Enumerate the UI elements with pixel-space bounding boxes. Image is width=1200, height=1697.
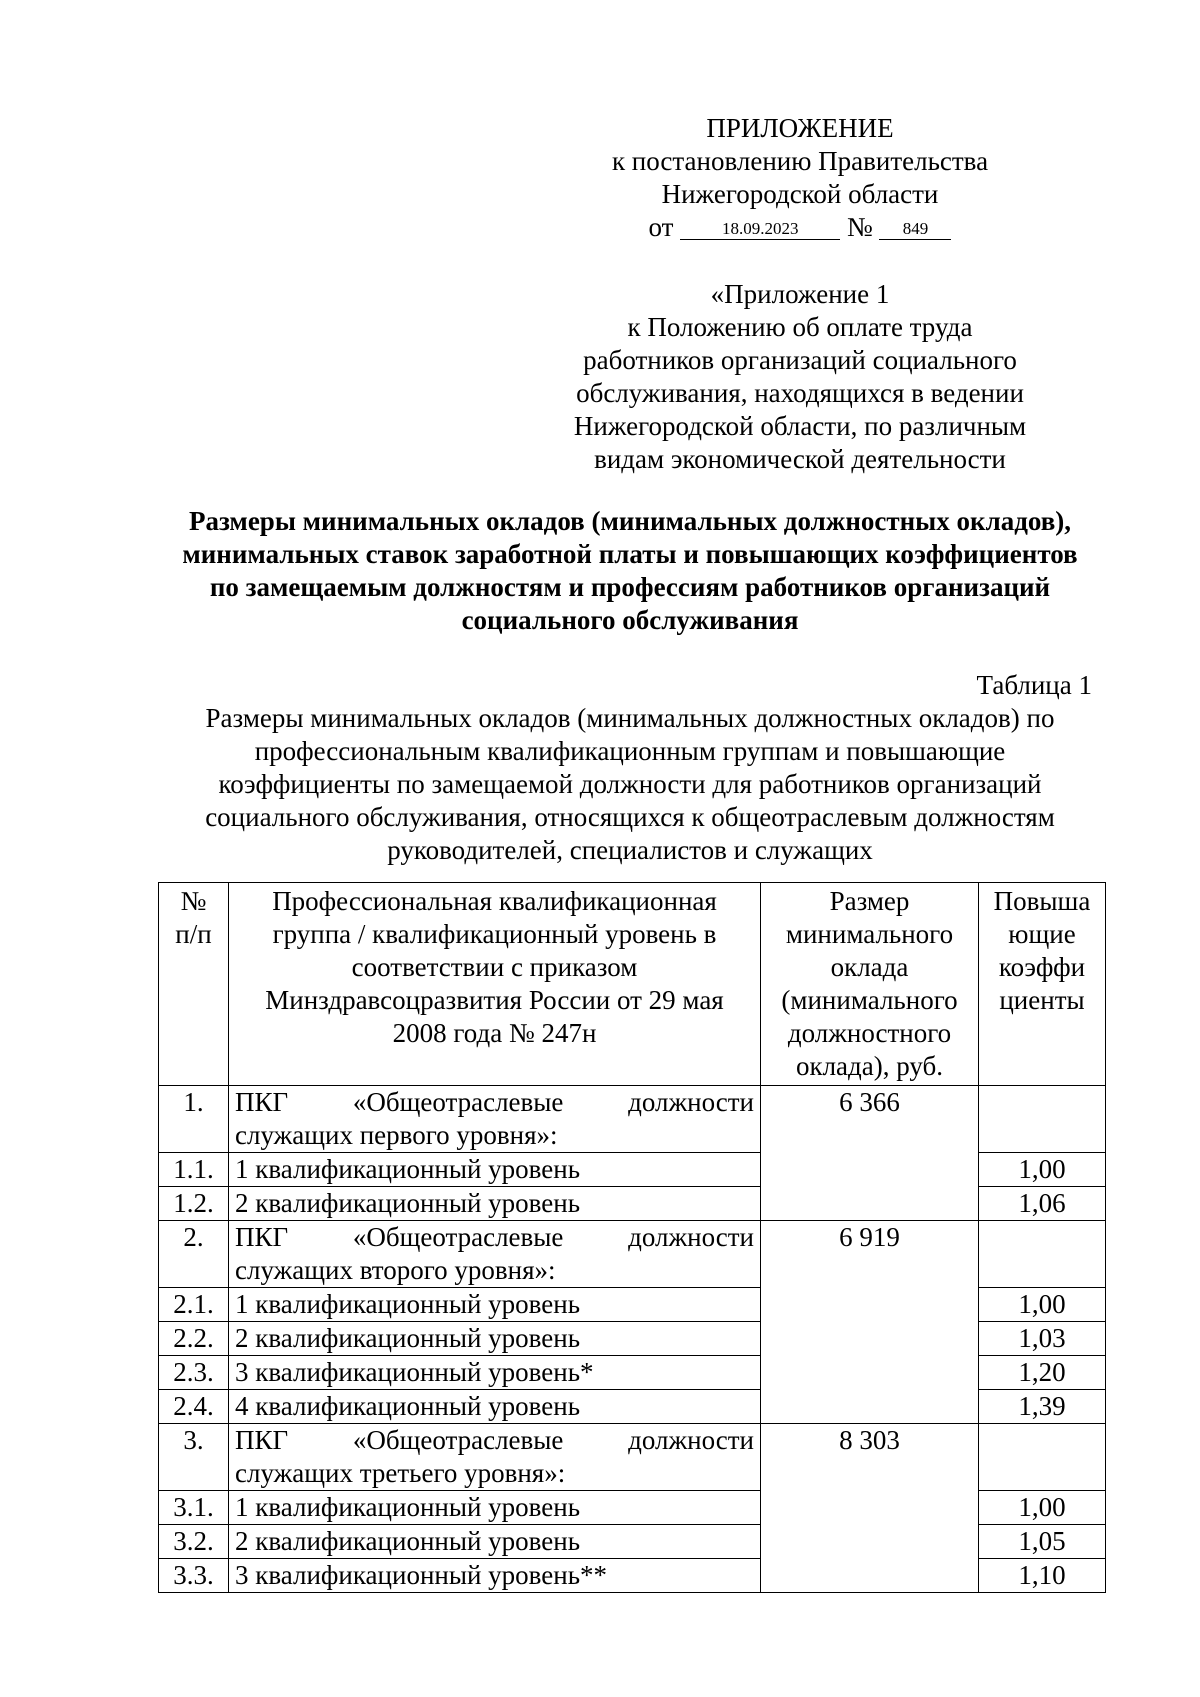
resolution-date: 18.09.2023: [680, 219, 840, 240]
level-num: 3.3.: [159, 1559, 229, 1593]
title-line: социального обслуживания: [461, 605, 799, 635]
sub-appendix-line: видам экономической деятельности: [594, 444, 1006, 474]
header-size-line: оклада), руб.: [795, 1051, 944, 1081]
table-label: Таблица 1: [976, 670, 1092, 700]
group-row: [159, 1424, 1106, 1491]
level-coef: 1,20: [979, 1356, 1106, 1390]
header-num-line: №: [180, 886, 207, 916]
group-name: [229, 1221, 761, 1288]
header-size-line: (минимального: [781, 985, 958, 1015]
level-name: 2 квалификационный уровень: [229, 1187, 761, 1221]
header-coef-line: коэффи: [998, 952, 1086, 982]
appendix-line-1: к постановлению Правительства: [611, 146, 989, 176]
header-num-line: п/п: [175, 919, 212, 949]
group-name-word: должности: [628, 1087, 754, 1117]
header-size-line: оклада: [830, 952, 909, 982]
appendix-title: ПРИЛОЖЕНИЕ: [706, 113, 894, 143]
header-group-line: группа / квалификационный уровень в: [272, 919, 717, 949]
group-name-word: «Общеотраслевые: [352, 1222, 564, 1252]
header-size-line: должностного: [787, 1018, 952, 1048]
header-num: [159, 883, 229, 1086]
group-name-word: должности: [628, 1425, 754, 1455]
header-size-line: минимального: [785, 919, 954, 949]
group-row: [159, 1221, 1106, 1288]
level-name: 1 квалификационный уровень: [229, 1491, 761, 1525]
group-name-word: «Общеотраслевые: [352, 1425, 564, 1455]
group-coef-empty: [979, 1086, 1106, 1153]
header-coef-line: ющие: [1008, 919, 1076, 949]
level-coef: 1,03: [979, 1322, 1106, 1356]
group-name-word: «Общеотраслевые: [352, 1087, 564, 1117]
title-line: минимальных ставок заработной платы и повышающих коэффициентов: [182, 539, 1078, 569]
caption-line: профессиональным квалификационным группам и повышающие: [254, 736, 1006, 766]
sub-appendix-line: обслуживания, находящихся в ведении: [576, 378, 1024, 408]
level-num: 2.3.: [159, 1356, 229, 1390]
caption-line: Размеры минимальных окладов (минимальных должностных окладов) по: [205, 703, 1055, 733]
level-name: 3 квалификационный уровень*: [229, 1356, 761, 1390]
group-name-line1: [235, 1086, 754, 1119]
caption-line: руководителей, специалистов и служащих: [387, 835, 873, 865]
level-coef: 1,05: [979, 1525, 1106, 1559]
group-coef-empty: [979, 1424, 1106, 1491]
document-title: [150, 505, 1110, 637]
header-coef-line: циенты: [999, 985, 1085, 1015]
group-size: 6 366: [761, 1086, 979, 1221]
level-num: 2.4.: [159, 1390, 229, 1424]
group-name-line2: служащих второго уровня»:: [235, 1255, 556, 1285]
level-name: 4 квалификационный уровень: [229, 1390, 761, 1424]
group-name-line1: [235, 1221, 754, 1254]
header-group-line: Профессиональная квалификационная: [272, 886, 717, 916]
level-coef: 1,06: [979, 1187, 1106, 1221]
level-num: 1.2.: [159, 1187, 229, 1221]
title-line: по замещаемым должностям и профессиям работников организаций: [209, 572, 1051, 602]
appendix-line-2: Нижегородской области: [661, 179, 939, 209]
group-name: [229, 1424, 761, 1491]
header-group-line: Минздравсоцразвития России от 29 мая: [265, 985, 724, 1015]
group-num: 1.: [159, 1086, 229, 1153]
group-name-word: ПКГ: [235, 1222, 289, 1252]
appendix-header: [560, 112, 1040, 244]
level-num: 3.1.: [159, 1491, 229, 1525]
group-name-word: ПКГ: [235, 1425, 289, 1455]
level-coef: 1,00: [979, 1153, 1106, 1187]
group-name-word: должности: [628, 1222, 754, 1252]
title-line: Размеры минимальных окладов (минимальных должностных окладов),: [188, 506, 1072, 536]
header-group-line: соответствии с приказом: [351, 952, 638, 982]
level-name: 1 квалификационный уровень: [229, 1153, 761, 1187]
level-coef: 1,00: [979, 1288, 1106, 1322]
level-name: 2 квалификационный уровень: [229, 1322, 761, 1356]
group-coef-empty: [979, 1221, 1106, 1288]
group-size: 8 303: [761, 1424, 979, 1593]
level-name: 2 квалификационный уровень: [229, 1525, 761, 1559]
level-coef: 1,39: [979, 1390, 1106, 1424]
resolution-number: 849: [879, 219, 951, 240]
header-size-line: Размер: [829, 886, 910, 916]
header-coef-line: Повыша: [993, 886, 1091, 916]
sub-appendix-line: работников организаций социального: [583, 345, 1017, 375]
group-size: 6 919: [761, 1221, 979, 1424]
group-name: [229, 1086, 761, 1153]
header-group: [229, 883, 761, 1086]
group-num: 3.: [159, 1424, 229, 1491]
group-name-line2: служащих первого уровня»:: [235, 1120, 558, 1150]
group-num: 2.: [159, 1221, 229, 1288]
sub-appendix-line: «Приложение 1: [710, 279, 890, 309]
group-name-line1: [235, 1424, 754, 1457]
from-label: от: [648, 212, 674, 242]
resolution-line: [560, 211, 1040, 244]
level-num: 1.1.: [159, 1153, 229, 1187]
table-header-row: [159, 883, 1106, 1086]
level-coef: 1,10: [979, 1559, 1106, 1593]
level-coef: 1,00: [979, 1491, 1106, 1525]
level-name: 3 квалификационный уровень**: [229, 1559, 761, 1593]
sub-appendix-line: Нижегородской области, по различным: [573, 411, 1027, 441]
level-num: 2.2.: [159, 1322, 229, 1356]
group-name-line2: служащих третьего уровня»:: [235, 1458, 566, 1488]
salary-table: [158, 882, 1106, 1593]
level-num: 2.1.: [159, 1288, 229, 1322]
level-name: 1 квалификационный уровень: [229, 1288, 761, 1322]
caption-line: коэффициенты по замещаемой должности для работников организаций: [218, 769, 1042, 799]
sub-appendix-block: [540, 278, 1060, 476]
group-row: [159, 1086, 1106, 1153]
table-caption: [160, 702, 1100, 867]
header-coef: [979, 883, 1106, 1086]
header-group-line: 2008 года № 247н: [392, 1018, 597, 1048]
header-size: [761, 883, 979, 1086]
sub-appendix-line: к Положению об оплате труда: [627, 312, 973, 342]
group-name-word: ПКГ: [235, 1087, 289, 1117]
caption-line: социального обслуживания, относящихся к общеотраслевым должностям: [205, 802, 1055, 832]
level-num: 3.2.: [159, 1525, 229, 1559]
number-label: №: [846, 212, 873, 242]
